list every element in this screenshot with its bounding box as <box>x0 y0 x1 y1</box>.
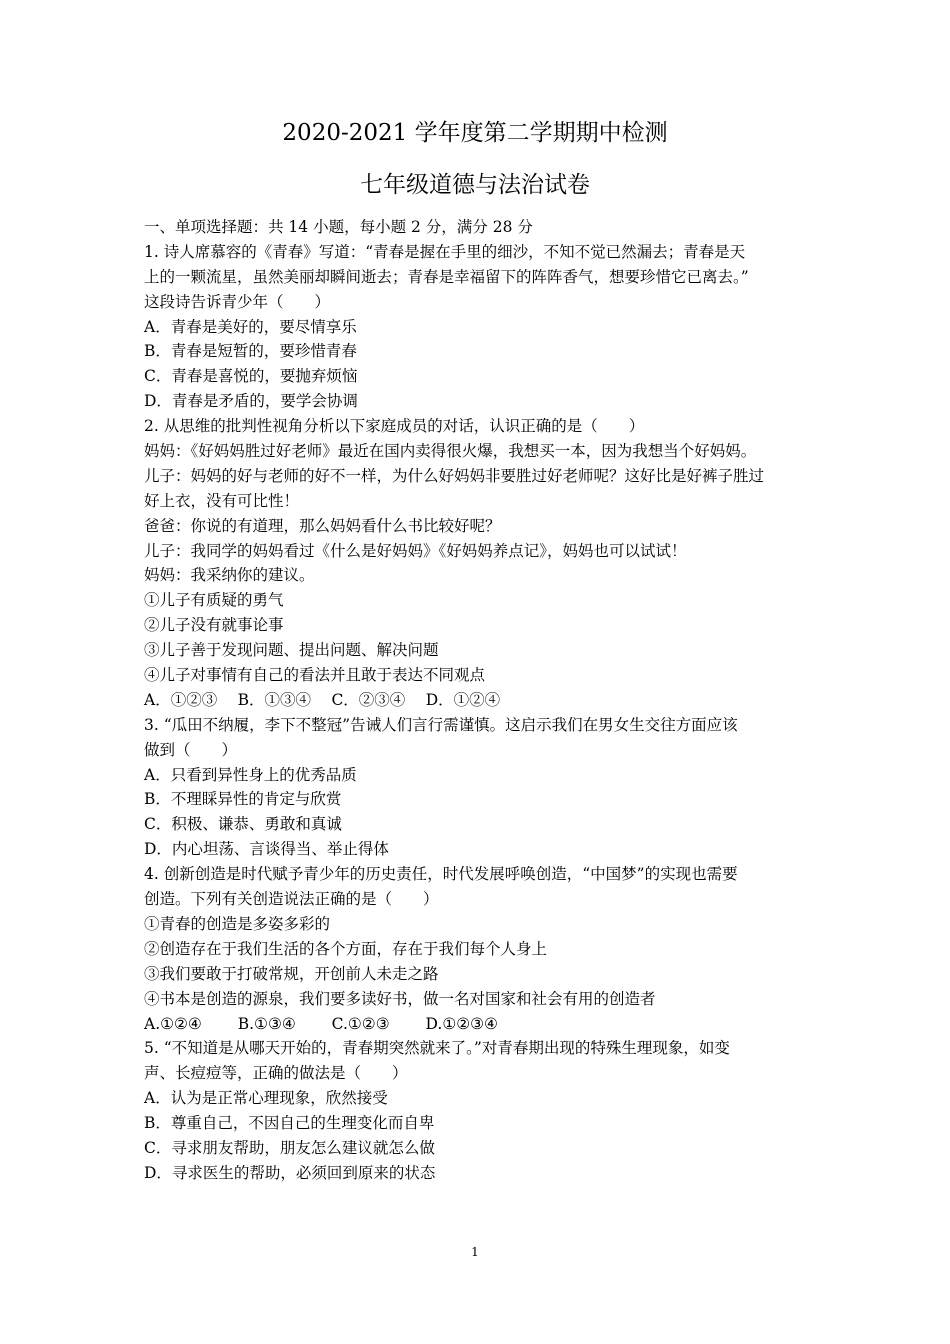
question-5-option-a: A．认为是正常心理现象，欣然接受 <box>144 1089 388 1108</box>
question-3-option-d: D．内心坦荡、言谈得当、举止得体 <box>144 840 389 859</box>
question-2-options: A．①②③ B．①③④ C．②③④ D．①②④ <box>144 690 501 709</box>
statement-item: ③我们要敢于打破常规，开创前人未走之路 <box>144 964 439 983</box>
dialogue-line: 儿子：妈妈的好与老师的好不一样，为什么好妈妈非要胜过好老师呢？这好比是好裤子胜过 <box>144 466 765 485</box>
question-3-stem: 3. “瓜田不纳履，李下不整冠”告诫人们言行需谨慎。这启示我们在男女生交往方面应该 <box>144 715 738 734</box>
statement-item: ②创造存在于我们生活的各个方面，存在于我们每个人身上 <box>144 939 548 958</box>
question-3-option-c: C．积极、谦恭、勇敢和真诚 <box>144 815 342 834</box>
dialogue-line: 儿子：我同学的妈妈看过《什么是好妈妈》《好妈妈养点记》，妈妈也可以试试！ <box>144 541 687 560</box>
question-5-stem: 声、长痘痘等，正确的做法是（ ） <box>144 1064 408 1083</box>
question-3-option-a: A．只看到异性身上的优秀品质 <box>144 765 357 784</box>
statement-item: ②儿子没有就事论事 <box>144 616 284 635</box>
question-2-stem: 2. 从思维的批判性视角分析以下家庭成员的对话，认识正确的是（ ） <box>144 417 645 436</box>
question-5-stem: 5. “不知道是从哪天开始的，青春期突然就来了。”对青春期出现的特殊生理现象，如变 <box>144 1039 730 1058</box>
dialogue-line: 爸爸：你说的有道理，那么妈妈看什么书比较好呢？ <box>144 516 501 535</box>
question-1-stem: 上的一颗流星，虽然美丽却瞬间逝去；青春是幸福留下的阵阵香气，想要珍惜它已离去。” <box>144 267 749 286</box>
question-5-option-d: D．寻求医生的帮助，必须回到原来的状态 <box>144 1163 436 1182</box>
question-1-option-b: B．青春是短暂的，要珍惜青春 <box>144 342 357 361</box>
statement-item: ④书本是创造的源泉，我们要多读好书，做一名对国家和社会有用的创造者 <box>144 989 656 1008</box>
question-5-option-c: C．寻求朋友帮助，朋友怎么建议就怎么做 <box>144 1138 435 1157</box>
page-number: 1 <box>471 1245 479 1259</box>
statement-item: ④儿子对事情有自己的看法并且敢于表达不同观点 <box>144 666 486 685</box>
dialogue-line: 妈妈：我采纳你的建议。 <box>144 566 315 585</box>
question-4-options: A.①②④ B.①③④ C.①②③ D.①②③④ <box>144 1014 498 1033</box>
question-1-option-c: C．青春是喜悦的，要抛弃烦恼 <box>144 367 358 386</box>
statement-item: ①青春的创造是多姿多彩的 <box>144 914 331 933</box>
question-1-stem: 这段诗告诉青少年（ ） <box>144 292 331 311</box>
statement-item: ①儿子有质疑的勇气 <box>144 591 284 610</box>
question-1-stem: 1. 诗人席慕容的《青春》写道：“青春是握在手里的细沙，不知不觉已然漏去；青春是天 <box>144 242 746 261</box>
question-5-option-b: B．尊重自己，不因自己的生理变化而自卑 <box>144 1114 435 1133</box>
question-3-stem: 做到（ ） <box>144 740 238 759</box>
section-heading: 一、单项选择题：共 14 小题，每小题 2 分，满分 28 分 <box>144 218 533 236</box>
question-1-option-d: D．青春是矛盾的，要学会协调 <box>144 392 358 411</box>
question-4-stem: 4. 创新创造是时代赋予青少年的历史责任，时代发展呼唤创造，“中国梦”的实现也需要 <box>144 865 738 884</box>
statement-item: ③儿子善于发现问题、提出问题、解决问题 <box>144 641 439 660</box>
question-3-option-b: B．不理睬异性的肯定与欣赏 <box>144 790 342 809</box>
question-4-stem: 创造。下列有关创造说法正确的是（ ） <box>144 890 439 909</box>
dialogue-line: 妈妈：《好妈妈胜过好老师》最近在国内卖得很火爆，我想买一本，因为我想当个好妈妈。 <box>144 442 757 461</box>
dialogue-line: 好上衣，没有可比性！ <box>144 491 300 510</box>
exam-body <box>144 215 812 1186</box>
question-1-option-a: A．青春是美好的，要尽情享乐 <box>144 317 357 336</box>
exam-title: 2020-2021 学年度第二学期期中检测 <box>282 120 668 146</box>
exam-subtitle: 七年级道德与法治试卷 <box>360 172 590 198</box>
